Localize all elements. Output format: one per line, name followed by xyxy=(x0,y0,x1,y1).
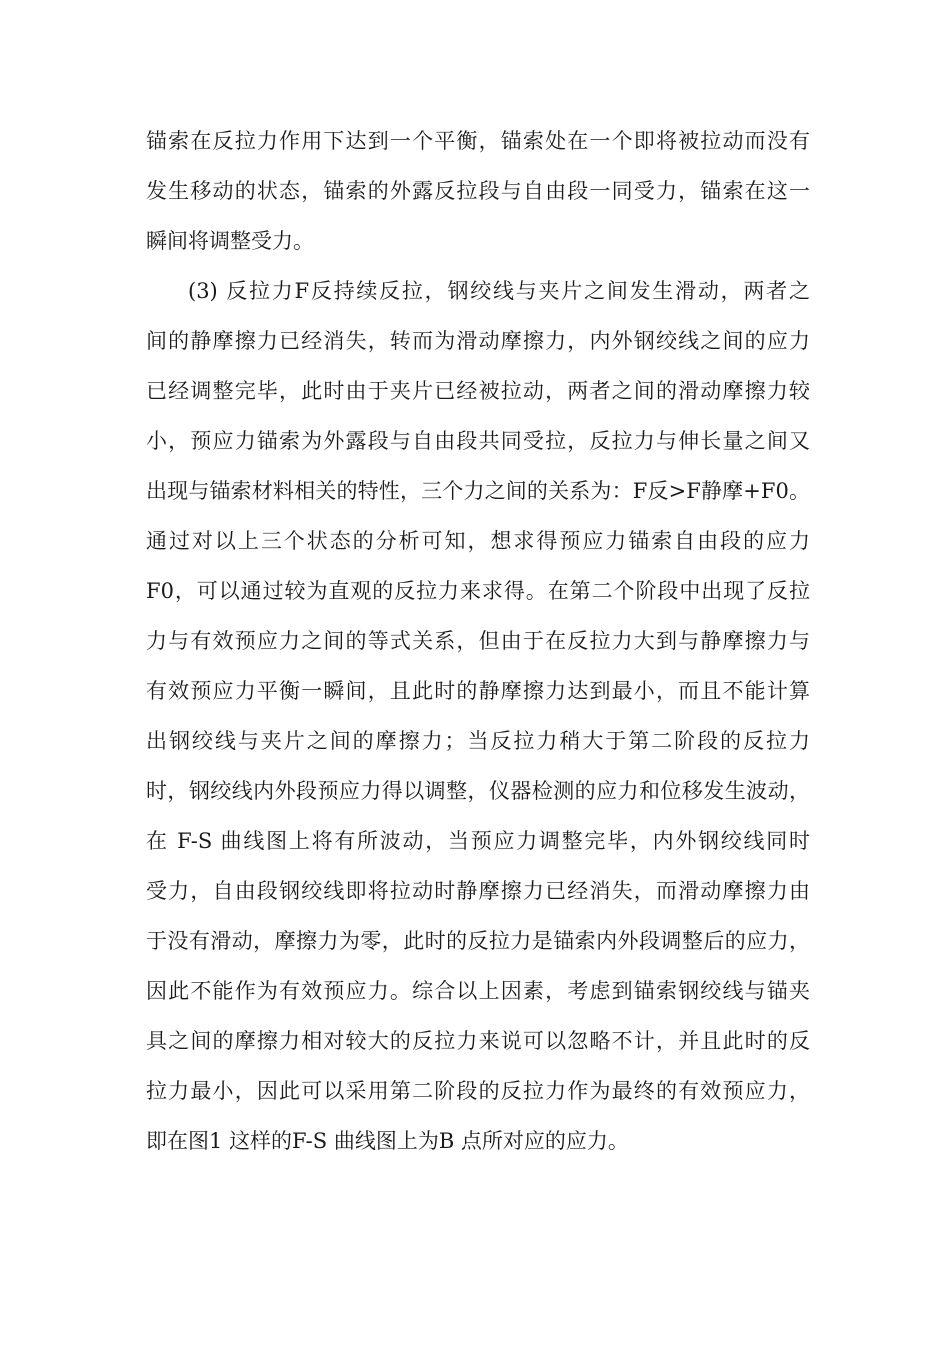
text-line: 瞬间将调整受力。 xyxy=(146,229,314,253)
text-line: 于没有滑动，摩擦力为零，此时的反拉力是锚索内外段调整后的应力， xyxy=(146,929,810,953)
text-line: 小，预应力锚索为外露段与自由段共同受拉，反拉力与伸长量之间又 xyxy=(146,429,810,453)
text-line: 通过对以上三个状态的分析可知，想求得预应力锚索自由段的应力 xyxy=(146,529,810,553)
text-line: 出现与锚索材料相关的特性，三个力之间的关系为：F反>F静摩+F0。 xyxy=(146,479,810,503)
text-line: 时，钢绞线内外段预应力得以调整，仪器检测的应力和位移发生波动， xyxy=(146,779,810,803)
text-line: 出钢绞线与夹片之间的摩擦力；当反拉力稍大于第二阶段的反拉力 xyxy=(146,729,810,753)
body-text xyxy=(146,116,810,1166)
text-line: 因此不能作为有效预应力。综合以上因素，考虑到锚索钢绞线与锚夹 xyxy=(146,979,810,1003)
text-line: 即在图1 这样的F-S 曲线图上为B 点所对应的应力。 xyxy=(146,1129,629,1153)
text-line: 拉力最小，因此可以采用第二阶段的反拉力作为最终的有效预应力， xyxy=(146,1079,810,1103)
text-line: 力与有效预应力之间的等式关系，但由于在反拉力大到与静摩擦力与 xyxy=(146,629,810,653)
text-line: 在 F-S 曲线图上将有所波动，当预应力调整完毕，内外钢绞线同时 xyxy=(146,829,810,853)
text-line: 具之间的摩擦力相对较大的反拉力来说可以忽略不计，并且此时的反 xyxy=(146,1029,810,1053)
text-line: 有效预应力平衡一瞬间，且此时的静摩擦力达到最小，而且不能计算 xyxy=(146,679,810,703)
text-line: (3) 反拉力F反持续反拉，钢绞线与夹片之间发生滑动，两者之 xyxy=(188,279,810,303)
text-line: 锚索在反拉力作用下达到一个平衡，锚索处在一个即将被拉动而没有 xyxy=(146,129,810,153)
text-line: 受力，自由段钢绞线即将拉动时静摩擦力已经消失，而滑动摩擦力由 xyxy=(146,879,810,903)
text-line: F0，可以通过较为直观的反拉力来求得。在第二个阶段中出现了反拉 xyxy=(146,579,810,603)
text-line: 间的静摩擦力已经消失，转而为滑动摩擦力，内外钢绞线之间的应力 xyxy=(146,329,810,353)
text-line: 发生移动的状态，锚索的外露反拉段与自由段一同受力，锚索在这一 xyxy=(146,179,810,203)
text-line: 已经调整完毕，此时由于夹片已经被拉动，两者之间的滑动摩擦力较 xyxy=(146,379,810,403)
